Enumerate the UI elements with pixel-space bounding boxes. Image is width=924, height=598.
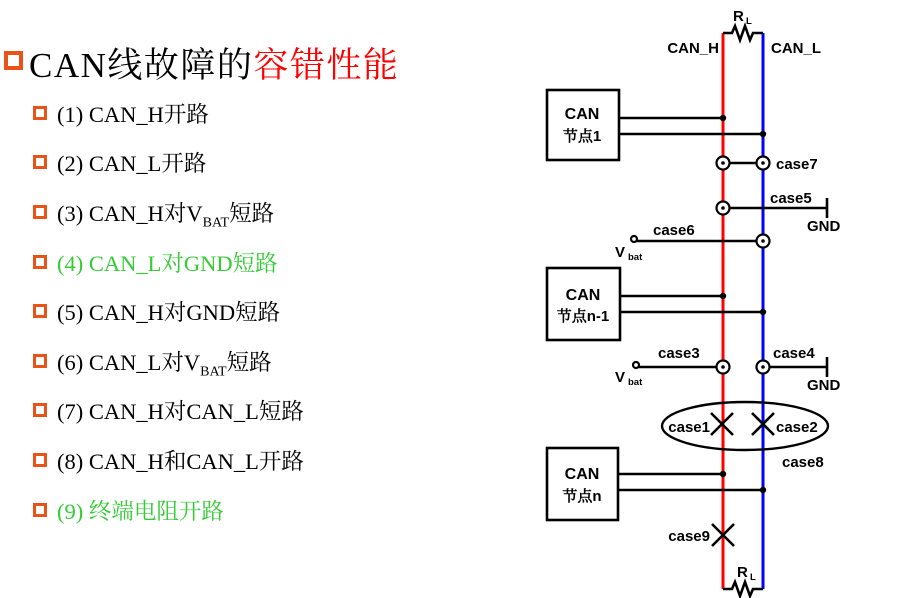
junction-dot (720, 115, 726, 121)
node-label-2: 节点n-1 (556, 308, 610, 325)
node-label-1: CAN (565, 287, 601, 304)
resistor-top-label: R (733, 8, 744, 25)
terminating-resistor-bottom (723, 582, 763, 596)
vbat-sub: bat (628, 377, 643, 388)
list-item (33, 435, 513, 485)
case6-short-symbol (615, 222, 770, 263)
vbat-label: V (615, 244, 626, 261)
vbat-sub: bat (628, 252, 643, 263)
square-bullet-icon (33, 106, 47, 120)
can-l-label: CAN_L (771, 40, 822, 57)
node-label-1: CAN (564, 106, 600, 123)
list-item (33, 386, 513, 436)
list-item-text: (8) CAN_H和CAN_L开路 (57, 448, 304, 474)
case3-short-symbol (615, 345, 730, 388)
vbat-label: V (615, 369, 626, 386)
square-bullet-icon (33, 503, 47, 517)
node-box (547, 268, 620, 340)
vbat-terminal-icon (633, 362, 639, 368)
square-bullet-icon (4, 51, 23, 70)
node-box (547, 90, 619, 160)
list-item-text: (9) 终端电阻开路 (57, 498, 224, 524)
title-text-red: 容错性能 (253, 46, 400, 85)
can-bus-fault-diagram (530, 0, 924, 598)
square-bullet-icon (33, 354, 47, 368)
junction-dot (720, 471, 726, 477)
list-item-text: (5) CAN_H对GND短路 (57, 300, 281, 326)
gnd-label: GND (807, 218, 841, 235)
resistor-top-sub: L (746, 16, 752, 27)
node-label-2: 节点1 (562, 128, 602, 145)
node-box (547, 448, 618, 520)
list-item-text: (2) CAN_L开路 (57, 151, 207, 177)
list-item-text: (6) CAN_L对$V_{BAT}$短路 (57, 349, 272, 380)
case7-short-symbol (717, 156, 818, 173)
list-item (33, 336, 513, 386)
fault-case-list (33, 88, 513, 534)
case4-short-symbol (757, 345, 841, 394)
can-node-1 (547, 90, 766, 160)
case7-label: case7 (776, 156, 818, 173)
case5-short-symbol (717, 190, 841, 235)
resistor-bottom-label: R (737, 564, 748, 581)
case5-label: case5 (770, 190, 812, 207)
case1-case2-open-group (662, 402, 828, 450)
case2-label: case2 (776, 419, 818, 436)
square-bullet-icon (33, 255, 47, 269)
can-h-label: CAN_H (667, 40, 719, 57)
square-bullet-icon (33, 453, 47, 467)
list-item-text: (3) CAN_H对$V_{BAT}$短路 (57, 200, 275, 231)
list-item (33, 187, 513, 237)
case3-label: case3 (658, 345, 700, 362)
list-item-text: (7) CAN_H对CAN_L短路 (57, 399, 304, 425)
list-item (33, 237, 513, 287)
node-label-2: 节点n (562, 488, 602, 505)
list-item-text: (4) CAN_L对GND短路 (57, 250, 278, 276)
can-node-n (547, 448, 766, 520)
square-bullet-icon (33, 304, 47, 318)
page-title (4, 38, 399, 88)
junction-dot (760, 131, 766, 137)
junction-dot (760, 487, 766, 493)
case8-label: case8 (782, 454, 824, 471)
case9-label: case9 (668, 528, 710, 545)
list-item (33, 138, 513, 188)
node-label-1: CAN (564, 466, 600, 483)
terminating-resistor-top (723, 26, 763, 40)
square-bullet-icon (33, 403, 47, 417)
list-item-text: (1) CAN_H开路 (57, 101, 209, 127)
list-item (33, 286, 513, 336)
title-text-black: CAN线故障的 (29, 46, 254, 85)
case1-label: case1 (668, 419, 710, 436)
list-item (33, 485, 513, 535)
square-bullet-icon (33, 205, 47, 219)
junction-dot (720, 293, 726, 299)
square-bullet-icon (33, 155, 47, 169)
junction-dot (760, 309, 766, 315)
can-node-n-1 (547, 268, 766, 340)
case4-label: case4 (773, 345, 815, 362)
list-item (33, 88, 513, 138)
case6-label: case6 (653, 222, 695, 239)
resistor-bottom-sub: L (750, 572, 756, 583)
gnd-label: GND (807, 377, 841, 394)
vbat-terminal-icon (631, 236, 637, 242)
